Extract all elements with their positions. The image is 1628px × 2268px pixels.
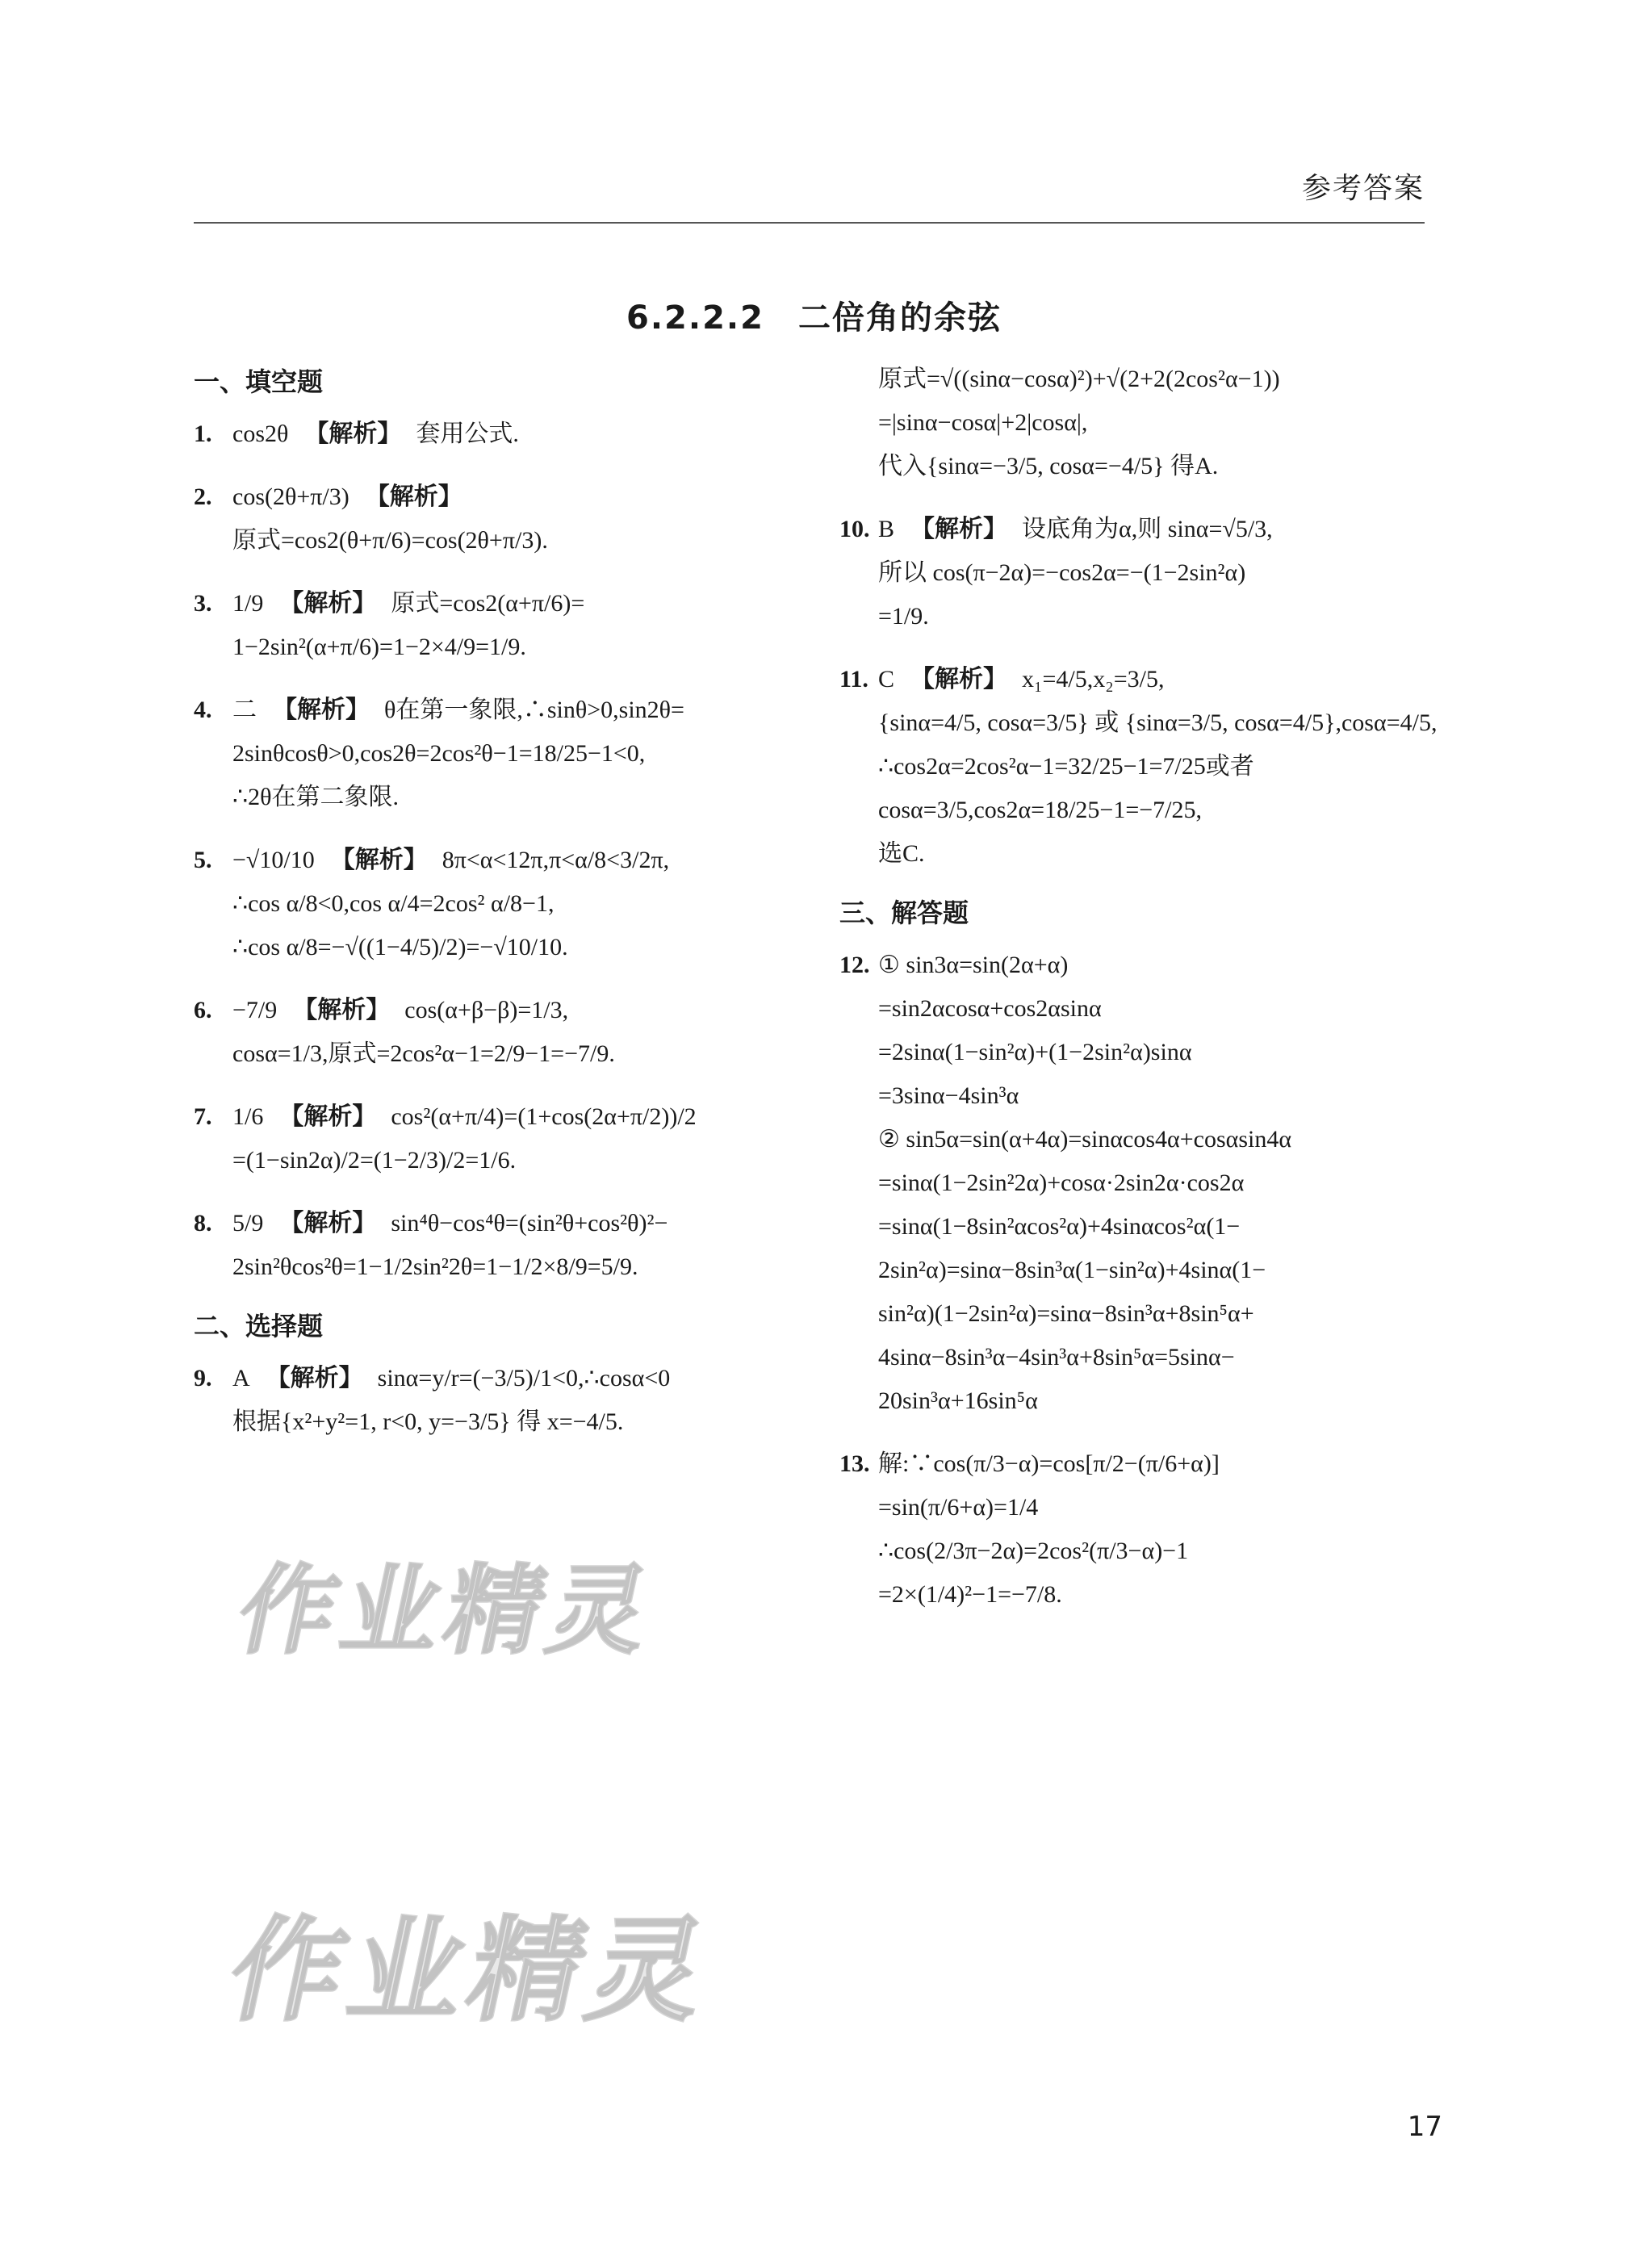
analysis-text: 根据{x²+y²=1, r<0, y=−3/5} 得 x=−4/5. — [232, 1408, 624, 1435]
solution-line: =sinα(1−8sin²αcos²α)+4sinαcos²α(1− — [878, 1213, 1241, 1240]
solution-line: ② sin5α=sin(α+4α)=sinαcos4α+cosαsin4α — [878, 1126, 1292, 1153]
analysis-text: 选C. — [878, 840, 925, 867]
solution-line: =sin(π/6+α)=1/4 — [878, 1494, 1039, 1521]
question-10 — [839, 505, 1437, 641]
question-number: 4. — [194, 697, 212, 723]
analysis-text: 8π<α<12π,π<α/8<3/2π, — [442, 847, 670, 873]
question-12 — [839, 941, 1437, 1425]
analysis-tag: 【解析】 — [304, 420, 402, 448]
answer: C — [878, 666, 895, 693]
section-fill-in: 一、填空题 — [194, 366, 324, 397]
header-title: 参考答案 — [1301, 172, 1425, 205]
solution-line: ∴cos(2/3π−2α)=2cos²(π/3−α)−1 — [878, 1538, 1189, 1564]
analysis-text: 2sin²θcos²θ=1−1/2sin²2θ=1−1/2×8/9=5/9. — [232, 1253, 638, 1280]
analysis-text: ∴cos2α=2cos²α−1=32/25−1=7/25或者 — [878, 753, 1254, 780]
question-7 — [194, 1093, 807, 1185]
question-number: 10. — [839, 516, 870, 542]
question-number: 12. — [839, 952, 870, 978]
section-choice: 二、选择题 — [194, 1311, 324, 1341]
question-number: 1. — [194, 421, 212, 447]
question-9-continued — [839, 355, 1437, 491]
question-9 — [194, 1354, 807, 1446]
answer: 1/9 — [232, 590, 264, 617]
analysis-text: =|sinα−cosα|+2|cosα|, — [878, 409, 1088, 436]
question-2 — [194, 473, 807, 565]
question-number: 8. — [194, 1210, 212, 1237]
analysis-text: ∴cos α/8<0,cos α/4=2cos² α/8−1, — [232, 890, 555, 917]
watermark: 作业精灵 — [218, 1906, 724, 2037]
analysis-text: 2sinθcosθ>0,cos2θ=2cos²θ−1=18/25−1<0, — [232, 740, 646, 767]
analysis-text: 套用公式. — [416, 421, 519, 447]
question-11 — [839, 655, 1437, 878]
analysis-text: 所以 cos(π−2α)=−cos2α=−(1−2sin²α) — [878, 559, 1246, 586]
question-number: 13. — [839, 1450, 870, 1477]
question-8 — [194, 1199, 807, 1291]
answer: 二 — [232, 697, 257, 723]
question-13 — [839, 1440, 1437, 1619]
analysis-text: sin⁴θ−cos⁴θ=(sin²θ+cos²θ)²− — [391, 1210, 668, 1237]
analysis-text: 代入{sinα=−3/5, cosα=−4/5} 得A. — [878, 453, 1219, 479]
solution-line: =2sinα(1−sin²α)+(1−2sin²α)sinα — [878, 1039, 1192, 1065]
analysis-text: =1/9. — [878, 603, 929, 630]
question-number: 2. — [194, 483, 212, 510]
analysis-text: sinα=y/r=(−3/5)/1<0,∴cosα<0 — [377, 1365, 671, 1391]
answer: 1/6 — [232, 1103, 264, 1130]
section-solution: 三、解答题 — [839, 898, 969, 928]
analysis-tag: 【解析】 — [293, 996, 391, 1024]
analysis-text: cos²(α+π/4)=(1+cos(2α+π/2))/2 — [391, 1103, 697, 1130]
analysis-text: 设底角为α,则 sinα=√5/3, — [1022, 516, 1273, 542]
answer: cos2θ — [232, 421, 289, 447]
solution-line: sin²α)(1−2sin²α)=sinα−8sin³α+8sin⁵α+ — [878, 1300, 1254, 1327]
answer: 5/9 — [232, 1210, 264, 1237]
answer: −√10/10 — [232, 847, 315, 873]
analysis-tag: 【解析】 — [266, 1364, 363, 1392]
question-number: 11. — [839, 666, 868, 693]
analysis-text: 1−2sin²(α+π/6)=1−2×4/9=1/9. — [232, 634, 526, 660]
analysis-text: x₁=4/5,x₂=3/5, — [1022, 666, 1165, 693]
solution-line: 20sin³α+16sin⁵α — [878, 1387, 1038, 1414]
question-4 — [194, 686, 807, 822]
analysis-text: cosα=3/5,cos2α=18/25−1=−7/25, — [878, 797, 1203, 823]
solution-line: 2sin²α)=sinα−8sin³α(1−sin²α)+4sinα(1− — [878, 1257, 1266, 1283]
question-number: 7. — [194, 1103, 212, 1130]
question-6 — [194, 986, 807, 1078]
question-5 — [194, 836, 807, 972]
analysis-tag: 【解析】 — [279, 1103, 377, 1131]
analysis-tag: 【解析】 — [910, 515, 1008, 543]
answer: A — [232, 1365, 250, 1391]
analysis-tag: 【解析】 — [273, 696, 370, 724]
question-3 — [194, 580, 807, 672]
solution-line: ① sin3α=sin(2α+α) — [878, 952, 1069, 978]
analysis-tag: 【解析】 — [330, 846, 428, 874]
solution-line: =2×(1/4)²−1=−7/8. — [878, 1581, 1062, 1608]
page-header — [194, 165, 1425, 224]
analysis-text: ∴2θ在第二象限. — [232, 784, 399, 810]
left-column — [194, 355, 807, 1461]
analysis-text: =(1−sin2α)/2=(1−2/3)/2=1/6. — [232, 1147, 517, 1174]
solution-line: 解:∵cos(π/3−α)=cos[π/2−(π/6+α)] — [878, 1450, 1220, 1477]
answer: B — [878, 516, 895, 542]
question-number: 3. — [194, 590, 212, 617]
analysis-tag: 【解析】 — [365, 483, 462, 511]
solution-line: 4sinα−8sin³α−4sin³α+8sin⁵α=5sinα− — [878, 1344, 1235, 1370]
answer: cos(2θ+π/3) — [232, 483, 349, 510]
solution-line: =3sinα−4sin³α — [878, 1082, 1019, 1109]
analysis-text: cosα=1/3,原式=2cos²α−1=2/9−1=−7/9. — [232, 1040, 615, 1067]
analysis-text: ∴cos α/8=−√((1−4/5)/2)=−√10/10. — [232, 934, 568, 960]
question-number: 5. — [194, 847, 212, 873]
analysis-tag: 【解析】 — [279, 1209, 377, 1237]
question-number: 9. — [194, 1365, 212, 1391]
question-number: 6. — [194, 997, 212, 1023]
solution-line: =sin2αcosα+cos2αsinα — [878, 995, 1102, 1022]
analysis-text: 原式=√((sinα−cosα)²)+√(2+2(2cos²α−1)) — [878, 366, 1280, 392]
analysis-text: 原式=cos2(θ+π/6)=cos(2θ+π/3). — [232, 527, 548, 554]
watermark: 作业精灵 — [228, 1555, 666, 1668]
analysis-text: cos(α+β−β)=1/3, — [404, 997, 569, 1023]
analysis-text: θ在第一象限,∴sinθ>0,sin2θ= — [384, 697, 684, 723]
question-1 — [194, 410, 807, 458]
page-number: 17 — [1407, 2111, 1442, 2143]
analysis-text: 原式=cos2(α+π/6)= — [391, 590, 585, 617]
analysis-text: {sinα=4/5, cosα=3/5} 或 {sinα=3/5, cosα=4/5},cosα=4/5, — [878, 709, 1438, 736]
answer: −7/9 — [232, 997, 278, 1023]
right-column — [839, 355, 1437, 1634]
analysis-tag: 【解析】 — [279, 589, 377, 617]
page-title: 6.2.2.2 二倍角的余弦 — [626, 299, 1002, 337]
solution-line: =sinα(1−2sin²2α)+cosα·2sin2α·cos2α — [878, 1170, 1245, 1196]
analysis-tag: 【解析】 — [910, 665, 1008, 693]
